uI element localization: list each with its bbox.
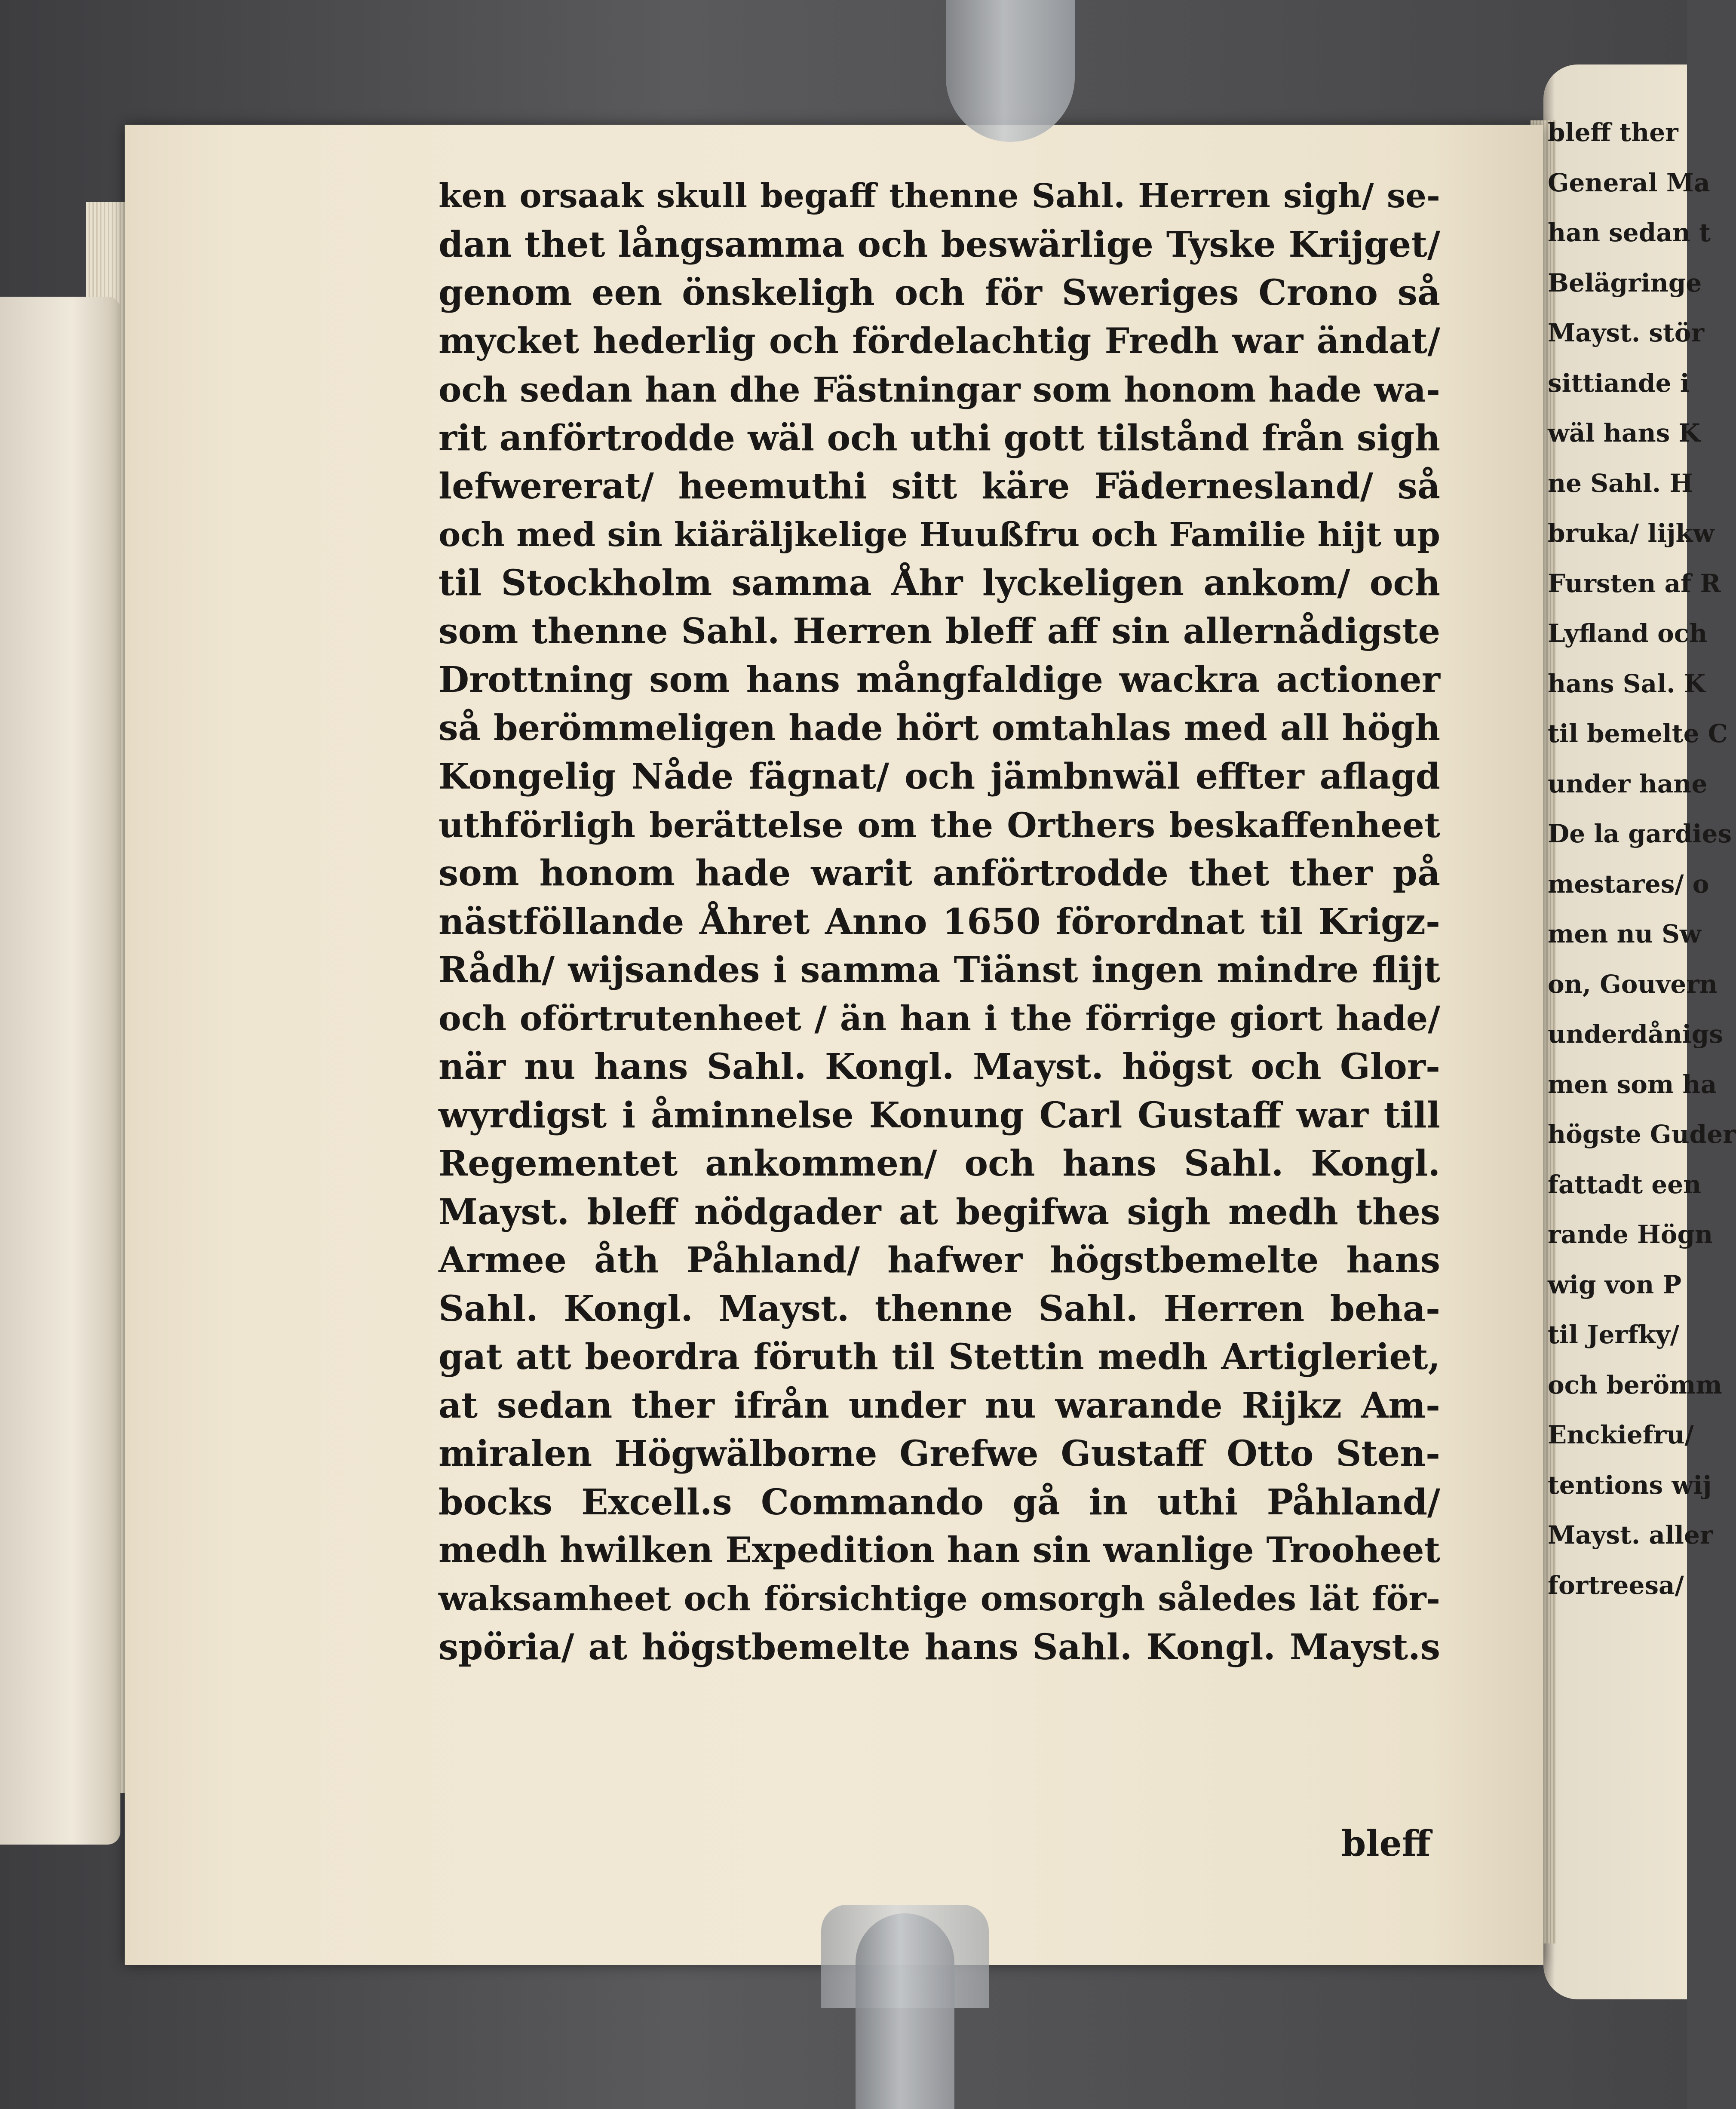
text-line: Rådh/ wijsandes i samma Tiänst ingen mindre flijt bbox=[439, 949, 1440, 991]
facing-text-fragment: högste Guder bbox=[1548, 1120, 1736, 1149]
text-line: när nu hans Sahl. Kongl. Mayst. högst och Glor- bbox=[439, 1046, 1440, 1087]
facing-text-fragment: Enckiefru/ bbox=[1548, 1420, 1694, 1449]
left-page-stack bbox=[0, 297, 120, 1845]
facing-text-fragment: bleff ther bbox=[1548, 118, 1678, 147]
text-line: Kongelig Nåde fägnat/ och jämbnwäl effter aflagd bbox=[439, 756, 1440, 797]
facing-text-fragment: hans Sal. K bbox=[1548, 669, 1706, 698]
facing-text-fragment: til Jerfky/ bbox=[1548, 1320, 1679, 1349]
text-line: som thenne Sahl. Herren bleff aff sin allernådigste bbox=[439, 611, 1440, 652]
text-line: til Stockholm samma Åhr lyckeligen ankom/ och bbox=[439, 562, 1440, 604]
text-line: gat att beordra föruth til Stettin medh Artigleriet, bbox=[439, 1336, 1440, 1378]
bottom-page-clip bbox=[856, 1913, 954, 2109]
facing-text-fragment: under hane bbox=[1548, 769, 1708, 798]
text-line: Armee åth Påhland/ hafwer högstbemelte hans bbox=[439, 1240, 1440, 1281]
facing-page-text bbox=[1548, 107, 1736, 1913]
facing-text-fragment: tentions wij bbox=[1548, 1470, 1712, 1500]
text-line: som honom hade warit anförtrodde thet ther på bbox=[439, 853, 1440, 894]
facing-text-fragment: on, Gouvern bbox=[1548, 969, 1718, 999]
facing-text-fragment: men som ha bbox=[1548, 1069, 1717, 1099]
facing-text-fragment: Fursten af R bbox=[1548, 568, 1721, 598]
text-line: rit anförtrodde wäl och uthi gott tilstånd från sigh bbox=[439, 417, 1440, 459]
facing-text-fragment: och berömm bbox=[1548, 1370, 1722, 1400]
facing-text-fragment: General Ma bbox=[1548, 168, 1710, 197]
text-line: spöria/ at högstbemelte hans Sahl. Kongl. Mayst.s bbox=[439, 1627, 1440, 1668]
facing-text-fragment: Lyfland och bbox=[1548, 619, 1708, 648]
text-line: Drottning som hans mångfaldige wackra actioner bbox=[439, 659, 1440, 700]
top-page-clip bbox=[946, 0, 1075, 142]
text-line: uthförligh berättelse om the Orthers beskaffenheet bbox=[439, 804, 1440, 845]
text-line: så berömmeligen hade hört omtahlas med all högh bbox=[439, 707, 1440, 749]
facing-text-fragment: han sedan t bbox=[1548, 218, 1711, 247]
facing-text-fragment: fattadt een bbox=[1548, 1170, 1702, 1199]
facing-text-fragment: men nu Sw bbox=[1548, 919, 1701, 949]
facing-text-fragment: Mayst. stör bbox=[1548, 318, 1705, 347]
facing-text-fragment: wig von P bbox=[1548, 1270, 1682, 1299]
text-line: Mayst. bleff nödgader at begifwa sigh medh thes bbox=[439, 1191, 1440, 1233]
text-line: lefwererat/ heemuthi sitt käre Fädernesland/ så bbox=[439, 466, 1440, 507]
facing-text-fragment: fortreesa/ bbox=[1548, 1570, 1684, 1600]
text-line: miralen Högwälborne Grefwe Gustaff Otto Sten- bbox=[439, 1433, 1440, 1474]
facing-text-fragment: ne Sahl. H bbox=[1548, 468, 1693, 498]
text-line: genom een önskeligh och för Sweriges Crono så bbox=[439, 272, 1440, 313]
facing-text-fragment: Mayst. aller bbox=[1548, 1520, 1713, 1550]
facing-text-fragment: rande Högn bbox=[1548, 1220, 1713, 1249]
facing-text-fragment: bruka/ lijkw bbox=[1548, 519, 1715, 548]
facing-text-fragment: til bemelte C bbox=[1548, 719, 1728, 748]
text-line: nästföllande Åhret Anno 1650 förordnat til Krigz- bbox=[439, 901, 1440, 942]
catchword: bleff bbox=[1341, 1823, 1431, 1864]
text-line: och med sin kiäräljkelige Huußfru och Familie hijt up bbox=[439, 515, 1440, 554]
page-text-block bbox=[439, 172, 1440, 1672]
text-line: Regementet ankommen/ och hans Sahl. Kongl. bbox=[439, 1143, 1440, 1184]
facing-text-fragment: mestares/ o bbox=[1548, 869, 1709, 899]
text-line: wyrdigst i åminnelse Konung Carl Gustaff war till bbox=[439, 1094, 1440, 1136]
text-line: waksamheet och försichtige omsorgh således lät för- bbox=[439, 1579, 1440, 1618]
facing-text-fragment: Belägringe bbox=[1548, 268, 1702, 298]
text-line: ken orsaak skull begaff thenne Sahl. Herren sigh/ se- bbox=[439, 177, 1440, 215]
text-line: at sedan ther ifrån under nu warande Rijkz Am- bbox=[439, 1385, 1440, 1426]
text-line: dan thet långsamma och beswärlige Tyske Krijget/ bbox=[439, 224, 1440, 265]
facing-text-fragment: wäl hans K bbox=[1548, 418, 1700, 448]
facing-text-fragment: sittiande i bbox=[1548, 368, 1690, 398]
text-line: bocks Excell.s Commando gå in uthi Påhland/ bbox=[439, 1481, 1440, 1523]
text-line: och oförtrutenheet / än han i the förrige giort hade/ bbox=[439, 998, 1440, 1038]
text-line: Sahl. Kongl. Mayst. thenne Sahl. Herren beha- bbox=[439, 1288, 1440, 1329]
facing-text-fragment: underdånigs bbox=[1548, 1019, 1723, 1049]
text-line: mycket hederlig och fördelachtig Fredh war ändat/ bbox=[439, 320, 1440, 362]
facing-text-fragment: De la gardies bbox=[1548, 819, 1732, 848]
text-line: medh hwilken Expedition han sin wanlige Trooheet bbox=[439, 1530, 1440, 1571]
text-line: och sedan han dhe Fästningar som honom hade wa- bbox=[439, 369, 1440, 410]
